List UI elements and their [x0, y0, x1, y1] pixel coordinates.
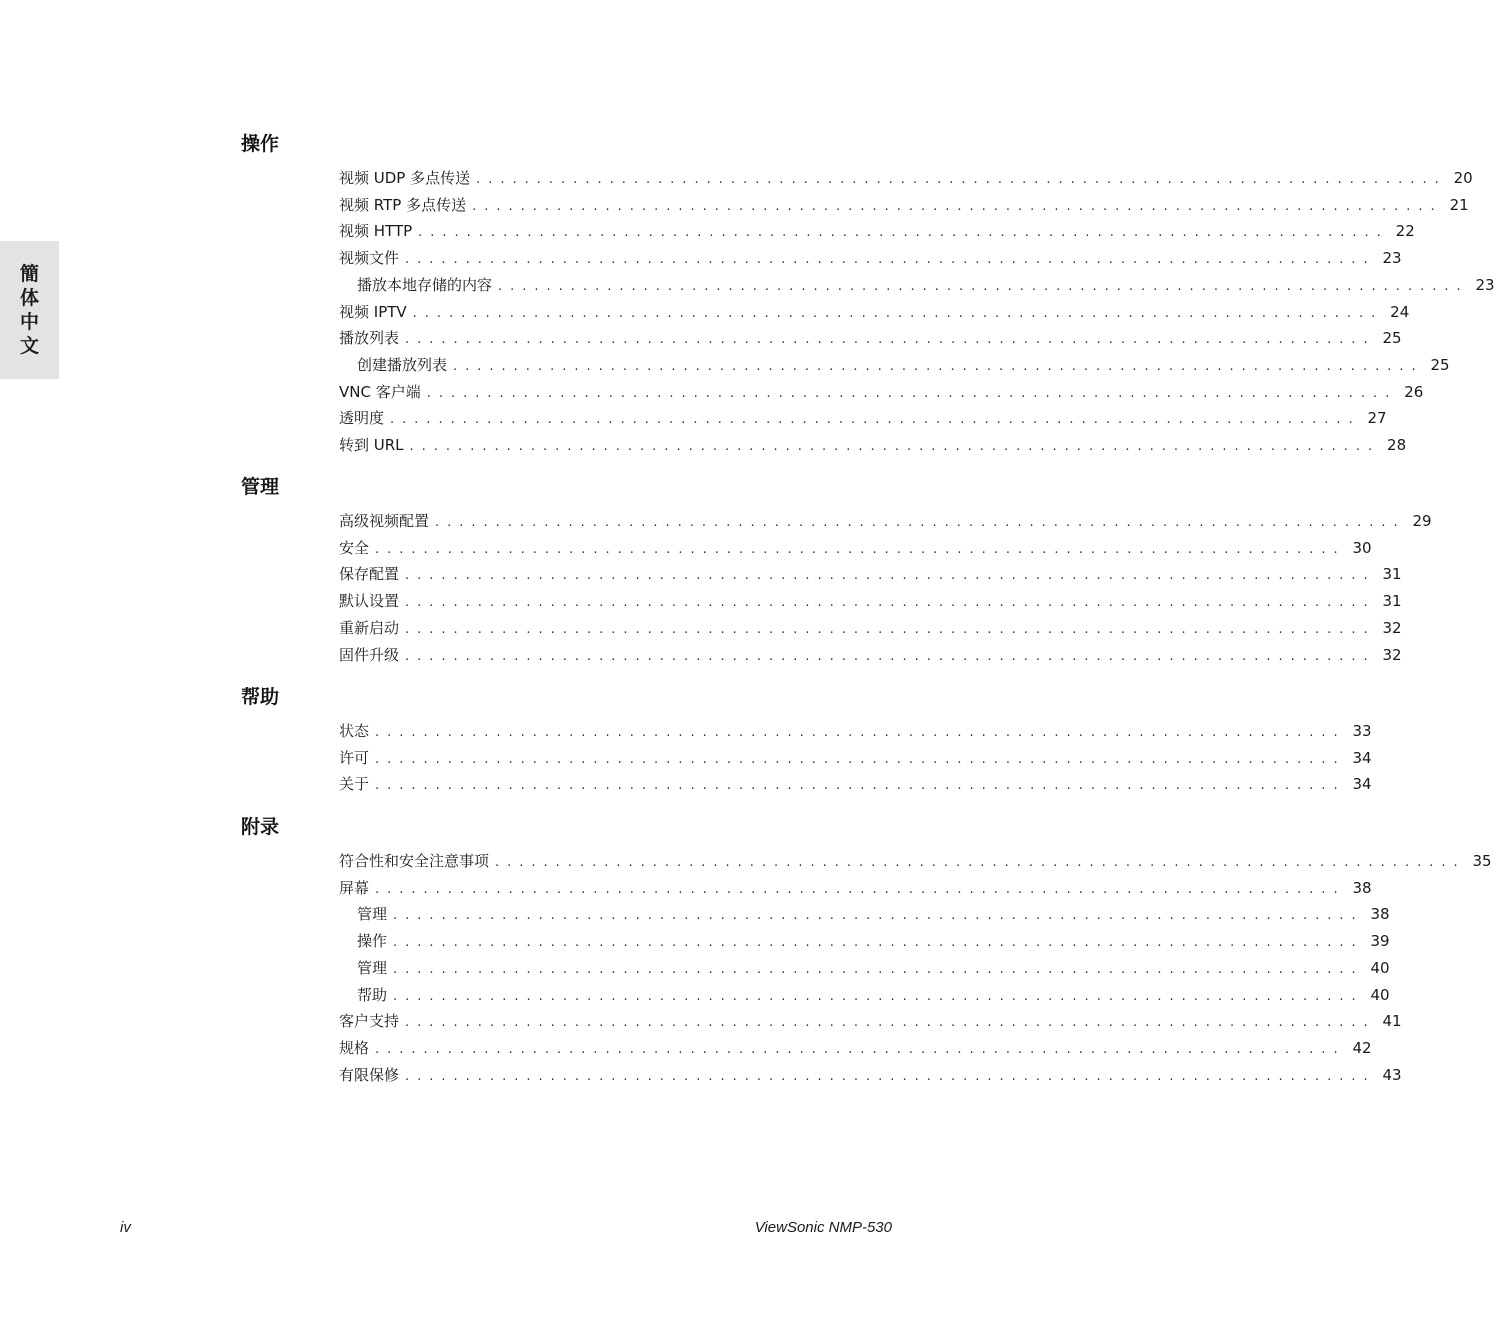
- dot-leader: ................................................................................: [375, 1041, 1346, 1057]
- toc-entry-label: 帮助: [357, 985, 388, 1004]
- dot-leader: ................................................................................: [405, 252, 1376, 268]
- dot-leader: ................................................................................: [390, 412, 1361, 428]
- toc-entry[interactable]: [339, 221, 1415, 241]
- toc-entry-label: 视频 UDP 多点传送: [339, 169, 471, 187]
- toc-entry-page: 40: [1370, 958, 1390, 977]
- toc-entry-page: 31: [1382, 565, 1402, 584]
- toc-entry-page: 25: [1382, 329, 1402, 348]
- dot-leader: ................................................................................: [405, 332, 1376, 348]
- toc-entry-page: 32: [1382, 645, 1402, 664]
- toc-entry-label: 关于: [339, 775, 370, 794]
- toc-entry[interactable]: [339, 645, 1402, 665]
- side-tab-char: 文: [19, 335, 39, 357]
- toc-entry[interactable]: [339, 1011, 1402, 1031]
- toc-entry-page: 32: [1382, 618, 1402, 637]
- dot-leader: ................................................................................: [405, 1015, 1376, 1031]
- section-heading: 帮助: [241, 686, 280, 708]
- toc-entry-label: 规格: [339, 1038, 370, 1057]
- toc-entry-page: 41: [1382, 1012, 1402, 1031]
- toc-entry-label: 客户支持: [339, 1012, 400, 1031]
- dot-leader: ................................................................................: [405, 568, 1376, 584]
- toc-entry-page: 40: [1370, 985, 1390, 1004]
- toc-entry[interactable]: [339, 195, 1469, 215]
- toc-entry-page: 38: [1352, 878, 1372, 897]
- toc-entry[interactable]: [357, 275, 1495, 295]
- language-side-tab: [0, 241, 59, 379]
- toc-entry-label: 默认设置: [339, 592, 400, 611]
- toc-entry-label: 重新启动: [339, 618, 400, 637]
- toc-entry-page: 29: [1412, 512, 1432, 530]
- toc-entry-page: 30: [1352, 538, 1372, 557]
- toc-entry[interactable]: [339, 721, 1372, 741]
- toc-entry-label: 安全: [339, 538, 370, 557]
- dot-leader: ................................................................................: [405, 621, 1376, 637]
- toc-entry-page: 25: [1430, 355, 1450, 374]
- toc-entry[interactable]: [339, 435, 1407, 455]
- toc-entry[interactable]: [339, 511, 1432, 531]
- dot-leader: ................................................................................: [476, 172, 1447, 187]
- toc-entry[interactable]: [357, 985, 1390, 1005]
- side-tab-char: 体: [19, 287, 39, 309]
- side-tab-char: 簡: [19, 263, 39, 285]
- toc-entry[interactable]: [339, 382, 1424, 402]
- toc-entry[interactable]: [339, 748, 1372, 768]
- toc-entry-page: 28: [1387, 436, 1407, 454]
- toc-entry[interactable]: [339, 564, 1402, 584]
- toc-entry-label: 管理: [357, 905, 388, 924]
- footer-product-name: ViewSonic NMP-530: [754, 1219, 892, 1236]
- toc-entry-label: 视频 RTP 多点传送: [339, 195, 467, 214]
- toc-entry-page: 22: [1395, 222, 1415, 241]
- toc-entry-label: 屏幕: [339, 878, 370, 897]
- side-tab-char: 中: [19, 311, 39, 333]
- toc-entry[interactable]: [339, 1038, 1372, 1058]
- dot-leader: ................................................................................: [393, 908, 1364, 924]
- toc-entry-page: 31: [1382, 592, 1402, 611]
- toc-entry-page: 26: [1404, 382, 1424, 401]
- section-heading: 管理: [241, 476, 280, 498]
- dot-leader: ................................................................................: [405, 648, 1376, 664]
- toc-entry-label: 视频 HTTP: [339, 222, 413, 241]
- dot-leader: ................................................................................: [472, 198, 1443, 214]
- toc-entry-label: 有限保修: [339, 1065, 400, 1084]
- toc-entry-page: 38: [1370, 905, 1390, 924]
- toc-entry[interactable]: [357, 355, 1450, 375]
- toc-entry-label: 状态: [339, 722, 370, 740]
- toc-entry-label: 视频 IPTV: [339, 302, 407, 321]
- toc-entry-label: 视频文件: [339, 249, 400, 268]
- section-heading: 操作: [241, 133, 280, 155]
- section-heading: 附录: [241, 816, 280, 838]
- toc-entry-page: 20: [1453, 169, 1473, 187]
- dot-leader: ................................................................................: [409, 439, 1381, 454]
- toc-entry[interactable]: [339, 851, 1492, 871]
- toc-entry-label: VNC 客户端: [339, 382, 421, 401]
- toc-entry-page: 27: [1367, 409, 1387, 428]
- toc-entry[interactable]: [339, 248, 1402, 268]
- toc-entry[interactable]: [339, 774, 1372, 794]
- toc-entry-page: 34: [1352, 748, 1372, 767]
- toc-entry[interactable]: [357, 931, 1390, 951]
- toc-entry-label: 许可: [339, 748, 370, 767]
- dot-leader: ................................................................................: [405, 1068, 1376, 1084]
- toc-entry-page: 33: [1352, 722, 1372, 740]
- toc-entry-label: 符合性和安全注意事项: [339, 852, 490, 870]
- toc-entry-page: 43: [1382, 1065, 1402, 1084]
- dot-leader: ................................................................................: [495, 855, 1466, 870]
- dot-leader: ................................................................................: [375, 751, 1346, 767]
- dot-leader: ................................................................................: [375, 778, 1346, 794]
- toc-entry-page: 35: [1472, 852, 1492, 870]
- toc-entry-label: 操作: [357, 932, 388, 951]
- toc-entry[interactable]: [339, 328, 1402, 348]
- dot-leader: ................................................................................: [453, 358, 1424, 374]
- toc-entry-label: 保存配置: [339, 565, 400, 584]
- toc-entry-label: 管理: [357, 958, 388, 977]
- toc-entry-label: 转到 URL: [339, 436, 404, 454]
- toc-entry-page: 24: [1390, 302, 1410, 321]
- toc-entry-label: 播放列表: [339, 329, 400, 348]
- toc-entry-label: 播放本地存储的内容: [357, 275, 493, 294]
- toc-entry[interactable]: [339, 618, 1402, 638]
- toc-entry[interactable]: [339, 1065, 1402, 1085]
- dot-leader: ................................................................................: [418, 225, 1389, 241]
- toc-entry[interactable]: [339, 538, 1372, 558]
- toc-entry[interactable]: [357, 958, 1390, 978]
- dot-leader: ................................................................................: [375, 541, 1346, 557]
- dot-leader: ................................................................................: [393, 961, 1364, 977]
- toc-entry[interactable]: [339, 168, 1473, 188]
- dot-leader: ................................................................................: [412, 305, 1384, 321]
- dot-leader: ................................................................................: [405, 595, 1376, 611]
- dot-leader: ................................................................................: [435, 515, 1406, 530]
- toc-entry-label: 高级视频配置: [339, 512, 430, 530]
- toc-entry-label: 固件升级: [339, 645, 400, 664]
- toc-entry-page: 34: [1352, 775, 1372, 794]
- dot-leader: ................................................................................: [375, 725, 1346, 740]
- toc-entry[interactable]: [339, 591, 1402, 611]
- footer-page-number: iv: [120, 1219, 131, 1236]
- dot-leader: ................................................................................: [426, 385, 1398, 401]
- dot-leader: ................................................................................: [393, 935, 1364, 951]
- dot-leader: ................................................................................: [393, 988, 1364, 1004]
- toc-entry[interactable]: [339, 302, 1410, 322]
- dot-leader: ................................................................................: [375, 881, 1346, 897]
- toc-entry-page: 23: [1475, 275, 1495, 294]
- toc-entry-label: 创建播放列表: [357, 355, 448, 374]
- dot-leader: ................................................................................: [498, 278, 1469, 294]
- toc-entry[interactable]: [339, 408, 1387, 428]
- toc-entry-page: 21: [1449, 195, 1469, 214]
- toc-entry[interactable]: [357, 904, 1390, 924]
- toc-entry-label: 透明度: [339, 409, 385, 428]
- toc-entry-page: 42: [1352, 1038, 1372, 1057]
- toc-entry-page: 23: [1382, 249, 1402, 268]
- toc-entry-page: 39: [1370, 932, 1390, 951]
- toc-entry[interactable]: [339, 878, 1372, 898]
